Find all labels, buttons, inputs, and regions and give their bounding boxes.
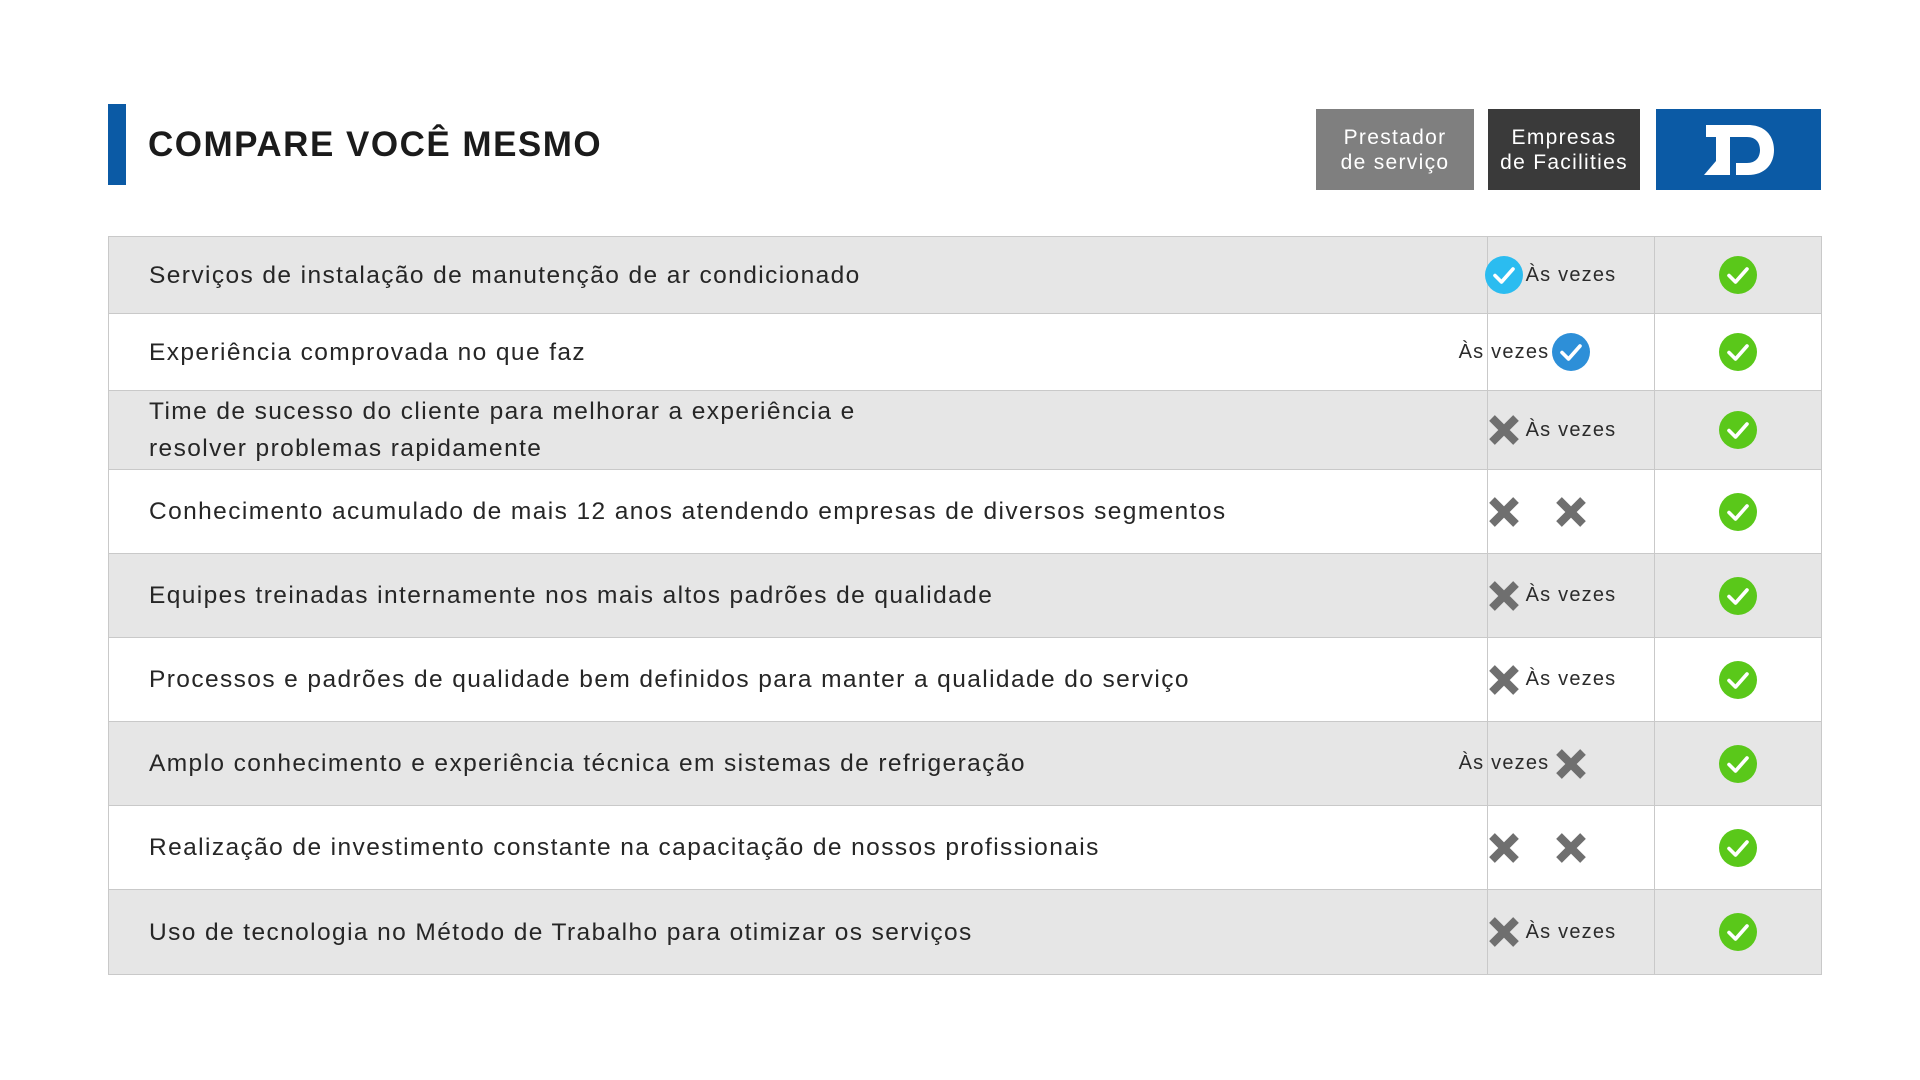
table-row xyxy=(109,391,1821,470)
cross-icon xyxy=(1485,411,1523,449)
row-label-cell xyxy=(109,237,1487,313)
row-label: Realização de investimento constante na capacitação de nossos profissionais xyxy=(149,834,1100,861)
check-green-icon xyxy=(1718,828,1758,868)
cross-icon xyxy=(1485,661,1523,699)
table-row xyxy=(109,554,1821,638)
column-header-line: Empresas xyxy=(1511,125,1617,149)
check-green-icon xyxy=(1718,492,1758,532)
row-label-cell xyxy=(109,314,1487,390)
cell-prestador xyxy=(1425,314,1583,390)
row-label: Uso de tecnologia no Método de Trabalho para otimizar os serviços xyxy=(149,918,973,946)
row-label-cell xyxy=(109,554,1487,637)
check-green-icon xyxy=(1718,660,1758,700)
cell-td xyxy=(1654,470,1821,553)
table-row xyxy=(109,638,1821,722)
cell-prestador xyxy=(1425,470,1583,553)
row-label: Experiência comprovada no que faz xyxy=(149,338,587,366)
row-label-cell xyxy=(109,806,1487,889)
cell-td xyxy=(1654,722,1821,805)
sometimes-label: Às vezes xyxy=(1525,584,1617,606)
cell-td xyxy=(1654,237,1821,313)
table-row xyxy=(109,890,1821,974)
sometimes-label: Às vezes xyxy=(1458,340,1550,363)
row-label-cell xyxy=(109,391,1487,469)
cell-prestador xyxy=(1425,237,1583,313)
page-title: COMPARE VOCÊ MESMO xyxy=(148,125,603,164)
cell-td xyxy=(1654,554,1821,637)
row-label: Time de sucesso do cliente para melhorar a experiência e resolver problemas rapidamente xyxy=(149,398,856,462)
check-green-icon xyxy=(1718,410,1758,450)
cell-prestador xyxy=(1425,806,1583,889)
cell-prestador xyxy=(1425,722,1583,805)
cross-icon xyxy=(1485,829,1523,867)
cell-prestador xyxy=(1425,391,1583,469)
row-label-cell xyxy=(109,470,1487,553)
cross-icon xyxy=(1485,577,1523,615)
cross-icon xyxy=(1485,913,1523,951)
row-label: Serviços de instalação de manutenção de ar condicionado xyxy=(149,261,861,289)
row-label: Conhecimento acumulado de mais 12 anos atendendo empresas de diversos segmentos xyxy=(149,498,1227,525)
sometimes-label: Às vezes xyxy=(1525,668,1617,690)
comparison-table xyxy=(108,236,1822,975)
row-label: Equipes treinadas internamente nos mais altos padrões de qualidade xyxy=(149,582,994,609)
table-row xyxy=(109,237,1821,314)
cell-prestador xyxy=(1425,638,1583,721)
table-row xyxy=(109,470,1821,554)
cell-td xyxy=(1654,391,1821,469)
column-header-td-logo xyxy=(1656,109,1821,190)
column-header-empresas xyxy=(1488,109,1640,190)
sometimes-label: Às vezes xyxy=(1525,418,1617,441)
column-header-line: Prestador xyxy=(1343,125,1447,149)
sometimes-label: Às vezes xyxy=(1525,263,1617,286)
check-light-blue-icon xyxy=(1484,255,1524,295)
column-header-line: de serviço xyxy=(1340,150,1450,174)
check-green-icon xyxy=(1718,332,1758,372)
cell-td xyxy=(1654,314,1821,390)
check-green-icon xyxy=(1718,912,1758,952)
cell-td xyxy=(1654,638,1821,721)
check-green-icon xyxy=(1718,255,1758,295)
cell-prestador xyxy=(1425,554,1583,637)
row-label-cell xyxy=(109,638,1487,721)
sometimes-label: Às vezes xyxy=(1525,920,1617,943)
row-label-cell xyxy=(109,722,1487,805)
table-row xyxy=(109,314,1821,391)
title-accent-bar xyxy=(108,104,126,185)
column-header-line: de Facilities xyxy=(1500,150,1628,174)
table-row xyxy=(109,806,1821,890)
table-row xyxy=(109,722,1821,806)
row-label-cell xyxy=(109,890,1487,974)
row-label: Processos e padrões de qualidade bem definidos para manter a qualidade do serviço xyxy=(149,666,1190,693)
row-label: Amplo conhecimento e experiência técnica em sistemas de refrigeração xyxy=(149,750,1026,777)
cell-prestador xyxy=(1425,890,1583,974)
check-green-icon xyxy=(1718,744,1758,784)
column-header-prestador xyxy=(1316,109,1474,190)
cross-icon xyxy=(1485,493,1523,531)
sometimes-label: Às vezes xyxy=(1458,752,1550,774)
cell-td xyxy=(1654,890,1821,974)
check-green-icon xyxy=(1718,576,1758,616)
td-logo-icon xyxy=(1702,121,1776,179)
cell-td xyxy=(1654,806,1821,889)
